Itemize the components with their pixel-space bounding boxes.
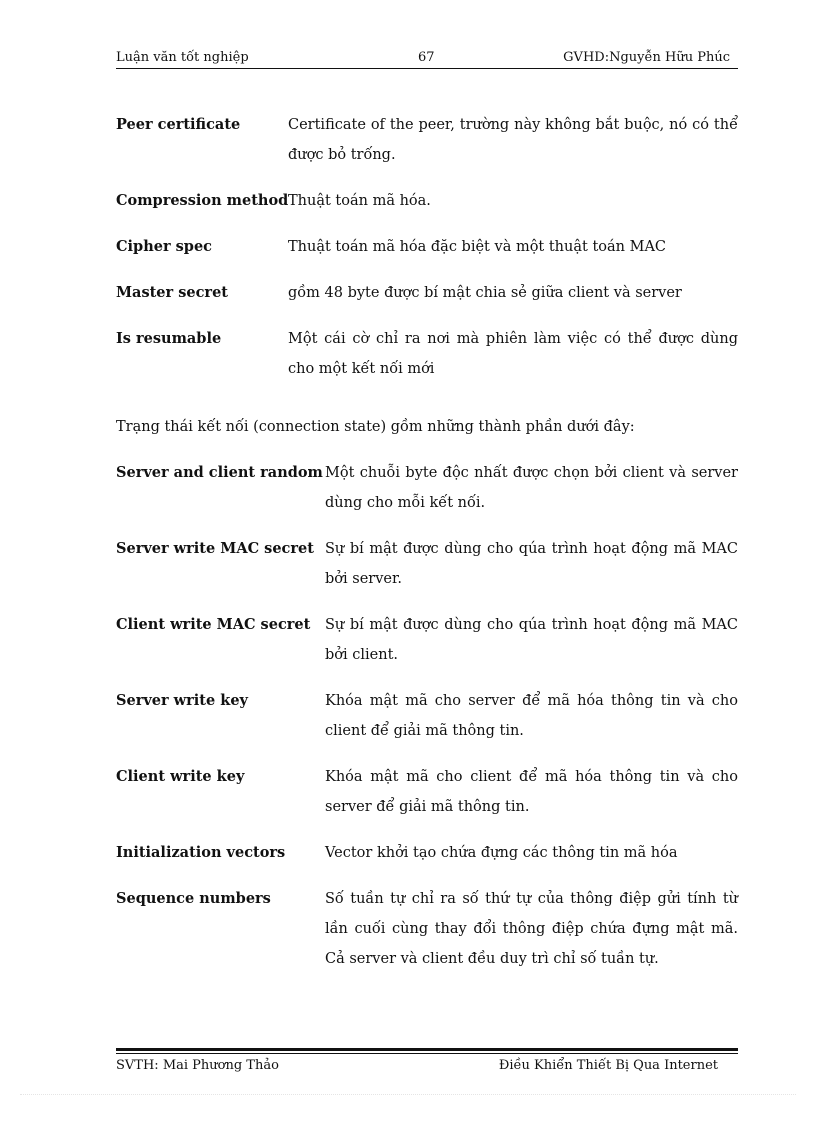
page-footer [116, 1058, 738, 1076]
field-term: Server write MAC secret [116, 540, 314, 557]
header-thesis-label: Luận văn tốt nghiệp [116, 50, 249, 65]
field-description: Khóa mật mã cho server để mã hóa thông tin và cho client để giải mã thông tin. [325, 693, 738, 739]
page-bottom-dotted-line [20, 1094, 796, 1095]
header-rule [116, 68, 738, 69]
header-advisor: GVHD:Nguyễn Hữu Phúc [563, 50, 730, 65]
field-term: Is resumable [116, 330, 222, 347]
field-description: Sự bí mật được dùng cho qúa trình hoạt động mã MAC bởi client. [325, 617, 738, 663]
field-term: Client write MAC secret [116, 616, 311, 633]
field-description: Một cái cờ chỉ ra nơi mà phiên làm việc có thể được dùng cho một kết nối mới [288, 331, 738, 377]
footer-rule-thin [116, 1053, 738, 1054]
connection-state-intro: Trạng thái kết nối (connection state) gồm những thành phần dưới đây: [116, 419, 635, 435]
field-term: Client write key [116, 768, 245, 785]
page-header [116, 50, 738, 68]
field-term: Sequence numbers [116, 890, 271, 907]
field-description: Một chuỗi byte độc nhất được chọn bởi client và server dùng cho mỗi kết nối. [325, 465, 738, 511]
field-description: Thuật toán mã hóa. [288, 193, 431, 209]
field-term: Peer certificate [116, 116, 241, 133]
field-term: Cipher spec [116, 238, 212, 255]
field-description: Số tuần tự chỉ ra số thứ tự của thông điệp gửi tính từ lần cuối cùng thay đổi thông điệp chứa đựng mật mã. Cả server và client đều duy trì chỉ số tuần tự. [325, 891, 738, 967]
field-description: gồm 48 byte được bí mật chia sẻ giữa client và server [288, 285, 682, 301]
footer-student: SVTH: Mai Phương Thảo [116, 1058, 279, 1073]
field-description: Vector khởi tạo chứa đựng các thông tin mã hóa [325, 845, 678, 861]
field-term: Master secret [116, 284, 228, 301]
field-term: Compression method [116, 192, 289, 209]
field-description: Thuật toán mã hóa đặc biệt và một thuật toán MAC [288, 239, 667, 255]
page-number: 67 [418, 50, 435, 65]
field-term: Server write key [116, 692, 248, 709]
field-description: Certificate of the peer, trường này không bắt buộc, nó có thể được bỏ trống. [288, 117, 738, 163]
field-description: Khóa mật mã cho client để mã hóa thông tin và cho server để giải mã thông tin. [325, 769, 738, 815]
field-term: Initialization vectors [116, 844, 286, 861]
footer-rule-thick [116, 1048, 738, 1051]
footer-thesis-title: Điều Khiển Thiết Bị Qua Internet [498, 1058, 718, 1073]
field-term: Server and client random [116, 464, 323, 481]
field-description: Sự bí mật được dùng cho qúa trình hoạt động mã MAC bởi server. [325, 541, 738, 587]
